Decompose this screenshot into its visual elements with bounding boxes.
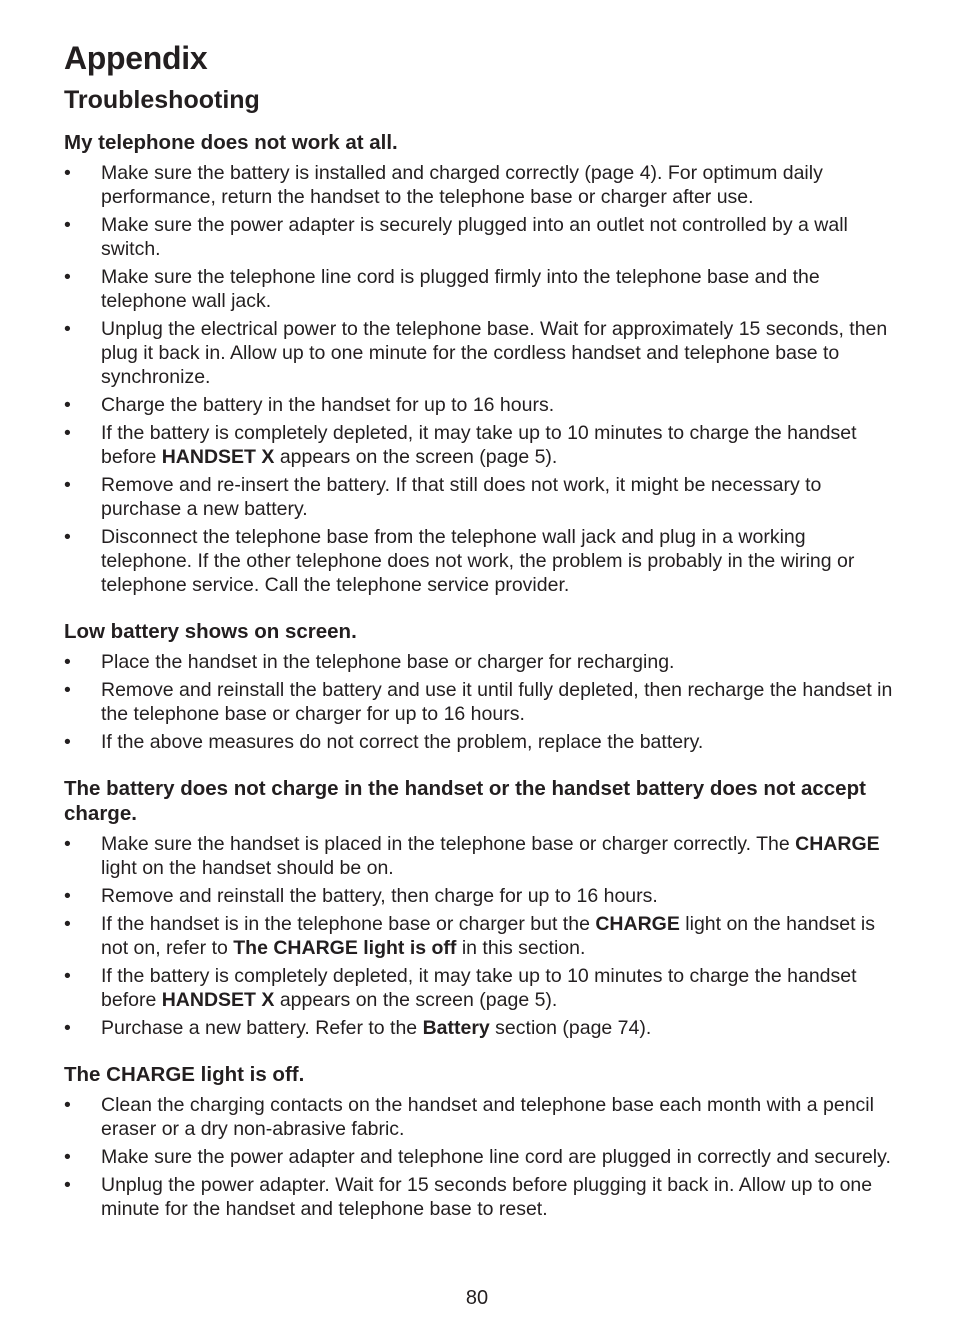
list-item	[64, 1093, 894, 1141]
bullet-text	[101, 965, 857, 1011]
bullet-list	[64, 832, 894, 1040]
bullet-text	[101, 474, 821, 520]
list-item	[64, 650, 894, 674]
emphasized-term: HANDSET X	[161, 446, 275, 468]
text-run: Unplug the power adapter. Wait for 15 seconds before plugging it back in. Allow up to one minute for the handset and telephone base to reset.	[101, 1174, 873, 1220]
list-item	[64, 317, 894, 389]
bullet-icon: •	[64, 679, 71, 701]
bullet-text	[101, 913, 875, 959]
list-item	[64, 678, 894, 726]
text-run: appears on the screen (page 5).	[274, 989, 558, 1011]
text-run: Make sure the power adapter and telephone line cord are plugged in correctly and securely.	[101, 1146, 891, 1168]
section-title: Troubleshooting	[64, 86, 260, 114]
list-item	[64, 525, 894, 597]
issue-section	[64, 776, 894, 1040]
text-run: Purchase a new battery. Refer to the	[101, 1017, 423, 1039]
bullet-text	[101, 1017, 651, 1039]
text-run: Remove and reinstall the battery and use it until fully depleted, then recharge the handset in the telephone base or charger for up to 16 hours.	[101, 679, 893, 725]
bullet-list	[64, 1093, 894, 1221]
text-run: Make sure the handset is placed in the telephone base or charger correctly. The	[101, 833, 796, 855]
bullet-icon: •	[64, 526, 71, 548]
bullet-icon: •	[64, 318, 71, 340]
text-run: If the battery is completely depleted, it may take up to 10 minutes to charge the handset before	[101, 422, 857, 468]
issue-heading: The CHARGE light is off.	[64, 1063, 305, 1086]
text-run: in this section.	[456, 937, 586, 959]
bullet-icon: •	[64, 1146, 71, 1168]
issue-section	[64, 1062, 894, 1221]
list-item	[64, 912, 894, 960]
list-item	[64, 393, 894, 417]
text-run: Disconnect the telephone base from the telephone wall jack and plug in a working telephone. If the other telephone does not work, the problem is probably in the wiring or telephone service. Call the telephone service provider.	[101, 526, 855, 596]
troubleshooting-content	[64, 130, 894, 1225]
list-item	[64, 832, 894, 880]
bullet-icon: •	[64, 965, 71, 987]
bullet-icon: •	[64, 1094, 71, 1116]
list-item	[64, 213, 894, 261]
bullet-text	[101, 266, 820, 312]
bullet-icon: •	[64, 266, 71, 288]
bullet-icon: •	[64, 833, 71, 855]
bullet-text	[101, 885, 658, 907]
text-run: Clean the charging contacts on the handset and telephone base each month with a pencil eraser or a dry non-abrasive fabric.	[101, 1094, 874, 1140]
bullet-text	[101, 162, 823, 208]
bullet-icon: •	[64, 731, 71, 753]
bullet-text	[101, 394, 554, 416]
bullet-text	[101, 1094, 874, 1140]
bullet-text	[101, 731, 703, 753]
bullet-icon: •	[64, 162, 71, 184]
text-run: appears on the screen (page 5).	[274, 446, 558, 468]
bullet-text	[101, 651, 674, 673]
list-item	[64, 1145, 894, 1169]
list-item	[64, 1016, 894, 1040]
issue-heading: My telephone does not work at all.	[64, 131, 398, 154]
bullet-icon: •	[64, 1174, 71, 1196]
issue-heading: The battery does not charge in the handset or the handset battery does not accept charge.	[64, 777, 866, 825]
text-run: Unplug the electrical power to the telephone base. Wait for approximately 15 seconds, then plug it back in. Allow up to one minute for the cordless handset and telephone base to synchronize.	[101, 318, 888, 388]
text-run: If the battery is completely depleted, it may take up to 10 minutes to charge the handset before	[101, 965, 857, 1011]
list-item	[64, 421, 894, 469]
bullet-icon: •	[64, 394, 71, 416]
bullet-text	[101, 214, 848, 260]
bullet-text	[101, 422, 857, 468]
text-run: Place the handset in the telephone base or charger for recharging.	[101, 651, 675, 673]
bullet-text	[101, 1174, 872, 1220]
list-item	[64, 265, 894, 313]
text-run: Remove and re-insert the battery. If that still does not work, it might be necessary to purchase a new battery.	[101, 474, 822, 520]
issue-section	[64, 130, 894, 597]
bullet-list	[64, 161, 894, 597]
text-run: If the handset is in the telephone base or charger but the	[101, 913, 596, 935]
bullet-icon: •	[64, 651, 71, 673]
text-run: section (page 74).	[489, 1017, 652, 1039]
text-run: If the above measures do not correct the problem, replace the battery.	[101, 731, 704, 753]
issue-heading: Low battery shows on screen.	[64, 620, 357, 643]
emphasized-term: HANDSET X	[161, 989, 275, 1011]
text-run: Make sure the battery is installed and charged correctly (page 4). For optimum daily performance, return the handset to the telephone base or charger after use.	[101, 162, 823, 208]
bullet-text	[101, 526, 854, 596]
text-run: Charge the battery in the handset for up to 16 hours.	[101, 394, 555, 416]
text-run: light on the handset should be on.	[101, 857, 394, 879]
emphasized-term: CHARGE	[595, 913, 680, 935]
bullet-icon: •	[64, 422, 71, 444]
bullet-list	[64, 650, 894, 754]
bullet-text	[101, 318, 887, 388]
list-item	[64, 473, 894, 521]
emphasized-term: The CHARGE light is off	[233, 937, 457, 959]
bullet-icon: •	[64, 885, 71, 907]
list-item	[64, 964, 894, 1012]
list-item	[64, 730, 894, 754]
text-run: Make sure the telephone line cord is plugged firmly into the telephone base and the telephone wall jack.	[101, 266, 820, 312]
bullet-icon: •	[64, 474, 71, 496]
page-title: Appendix	[64, 40, 208, 76]
list-item	[64, 884, 894, 908]
bullet-icon: •	[64, 1017, 71, 1039]
issue-section	[64, 619, 894, 754]
text-run: light on the handset is not on, refer to	[101, 913, 875, 959]
bullet-icon: •	[64, 214, 71, 236]
list-item	[64, 1173, 894, 1221]
page-number: 80	[465, 1287, 489, 1309]
bullet-text	[101, 1146, 891, 1168]
bullet-text	[101, 833, 880, 879]
text-run: Make sure the power adapter is securely plugged into an outlet not controlled by a wall switch.	[101, 214, 848, 260]
bullet-icon: •	[64, 913, 71, 935]
emphasized-term: Battery	[422, 1017, 490, 1039]
bullet-text	[101, 679, 892, 725]
text-run: Remove and reinstall the battery, then charge for up to 16 hours.	[101, 885, 658, 907]
list-item	[64, 161, 894, 209]
emphasized-term: CHARGE	[795, 833, 880, 855]
